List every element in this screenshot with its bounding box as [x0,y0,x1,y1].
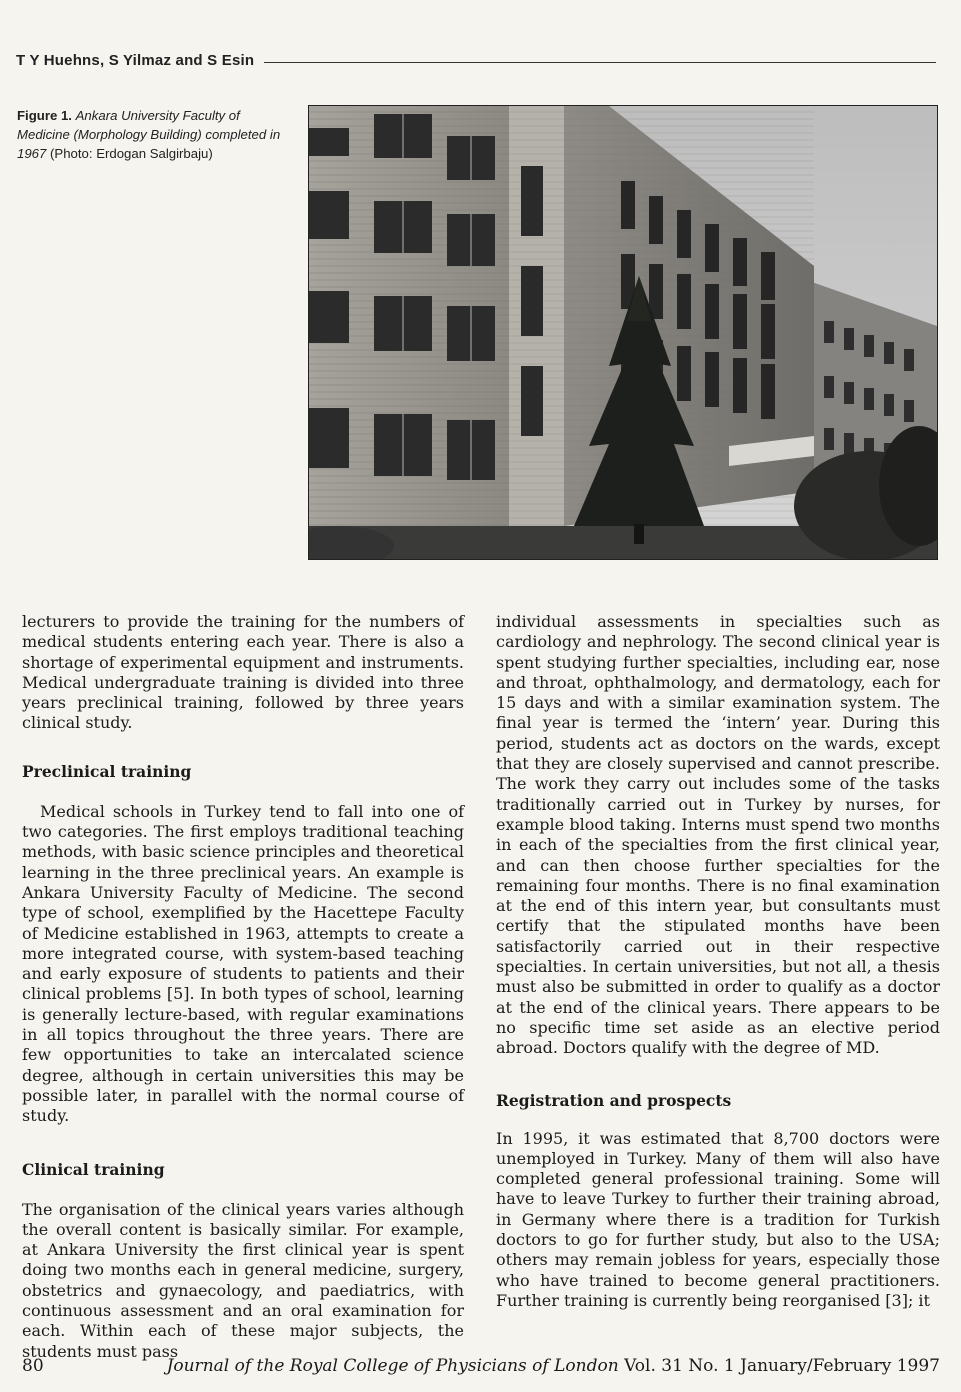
right-paragraph-2: In 1995, it was estimated that 8,700 doctors were unemployed in Turkey. Many of them will also have completed general professional training. Some will have to leave Turkey to further their training abroad, in Germany where there is a tradition for Turkish doctors to go for further study, but also to the USA; others may remain jobless for years, especially those who have trained to become general practitioners. Further training is currently being reorganised [3]; it [496,1128,940,1310]
left-column [22,612,464,1362]
journal-issue: Vol. 31 No. 1 January/February 1997 [624,1356,940,1376]
running-head [16,49,936,71]
right-paragraph-1: individual assessments in specialties such as cardiology and nephrology. The second clinical year is spent studying further specialties, including ear, nose and throat, ophthalmology, and dermatology, each for 15 days and with a similar examination system. The final year is termed the ‘intern’ year. During this period, students act as doctors on the wards, except that they are closely supervised and cannot prescribe. The work they carry out includes some of the tasks traditionally carried out in Turkey by nurses, for example blood taking. Interns must spend two months in each of the specialties from the first clinical year, and can then choose further specialties for the remaining four months. There is no final examination at the end of this intern year, but consultants must certify that the stipulated months have been satisfactorily carried out in their respective specialties. In certain universities, but not all, a thesis must also be submitted in order to qualify as a doctor at the end of the clinical years. There appears to be no specific time set aside as an elective period abroad. Doctors qualify with the degree of MD. [496,612,940,1058]
figure-caption-text: Ankara University Faculty of Medicine (Morphology Building) completed in 1967 [17,108,281,161]
journal-title: Journal of the Royal College of Physicians of London [166,1356,619,1376]
left-paragraph-3: The organisation of the clinical years varies although the overall content is basically similar. For example, at Ankara University the first clinical year is spent doing two months each in general medicine, surgery, obstetrics and gynaecology, and paediatrics, with continuous assessment and an oral examination for each. Within each of these major subjects, the students must pass [22,1199,464,1361]
heading-clinical-training: Clinical training [22,1159,165,1179]
header-rule [264,62,936,63]
figure-photo-credit: (Photo: Erdogan Salgirbaju) [50,146,213,161]
author-names: T Y Huehns, S Yilmaz and S Esin [16,51,255,69]
heading-registration-and-prospects: Registration and prospects [496,1090,732,1110]
figure-caption [17,106,285,163]
page-footer [22,1356,940,1380]
page-number: 80 [22,1356,44,1376]
journal-citation [167,1356,940,1376]
building-photo [308,105,938,560]
figure-label: Figure 1. [17,108,72,123]
left-paragraph-1: lecturers to provide the training for the numbers of medical students entering each year. There is also a shortage of experimental equipment and instruments. Medical undergraduate training is divided into three years preclinical training, followed by three years clinical study. [22,612,464,733]
heading-preclinical-training: Preclinical training [22,761,192,781]
left-paragraph-2: Medical schools in Turkey tend to fall into one of two categories. The first employs traditional teaching methods, with basic science principles and theoretical learning in the three preclinical years. An example is Ankara University Faculty of Medicine. The second type of school, exemplified by the Hacettepe Faculty of Medicine established in 1963, attempts to create a more integrated course, with system-based teaching and early exposure of students to patients and their clinical problems [5]. In both types of school, learning is generally lecture-based, with regular examinations in all topics throughout the three years. There are few opportunities to take an intercalated science degree, although in certain universities this may be possible later, in parallel with the normal course of study. [22,801,464,1126]
right-column [496,612,940,1311]
